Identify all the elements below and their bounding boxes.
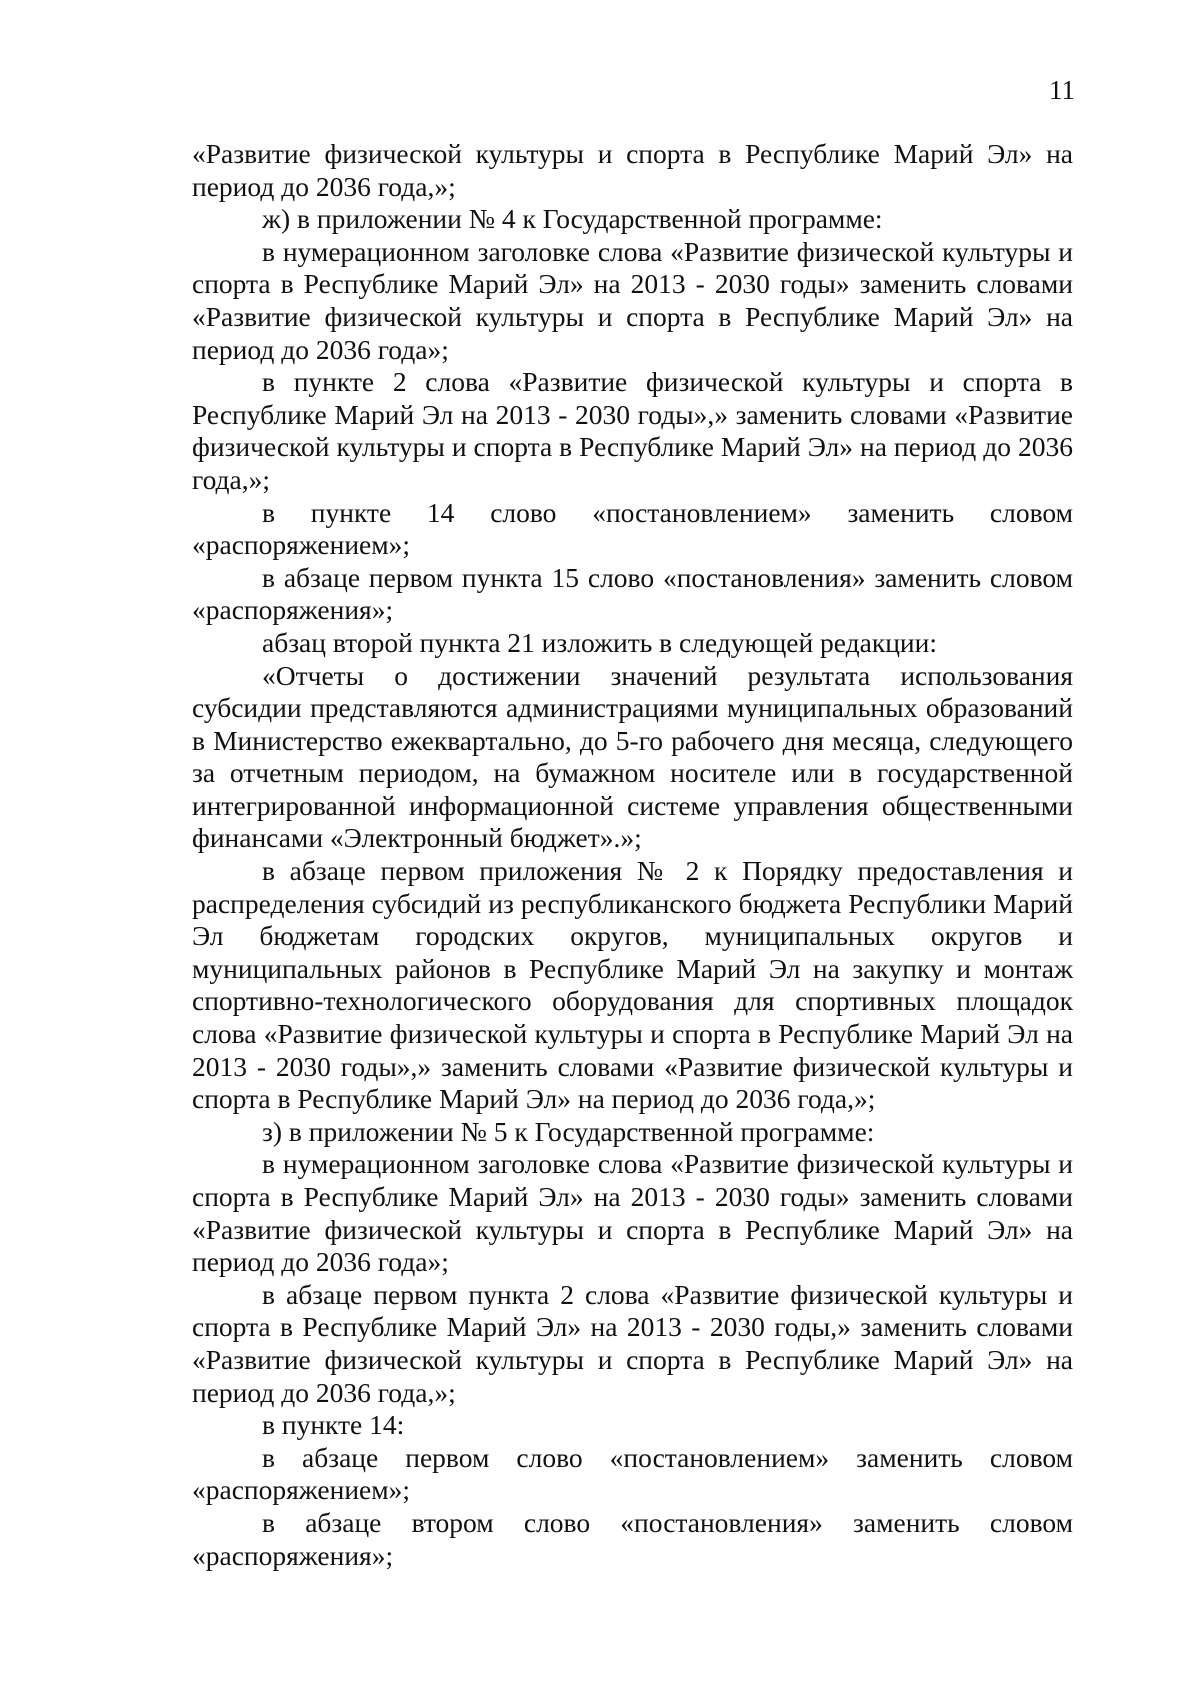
- paragraph: в пункте 14 слово «постановлением» заменить словом «распоряжением»;: [192, 496, 1073, 561]
- paragraph-item-zh: ж) в приложении № 4 к Государственной программе:: [262, 203, 883, 235]
- page-number: 11: [1049, 75, 1075, 105]
- paragraph: в пункте 2 слова «Развитие физической культуры и спорта в Республике Марий Эл на 2013 - 2030 годы»,» заменить словами «Развитие физической культуры и спорта в Республике Марий Эл» на период до 2036 года,»;: [192, 366, 1073, 495]
- paragraph: в нумерационном заголовке слова «Развитие физической культуры и спорта в Республике Марий Эл» на 2013 - 2030 годы» заменить словами «Развитие физической культуры и спорта в Республике Марий Эл» на период до 2036 года»;: [192, 1148, 1073, 1278]
- paragraph-item-z: з) в приложении № 5 к Государственной программе:: [262, 1115, 875, 1147]
- paragraph: в абзаце первом пункта 2 слова «Развитие физической культуры и спорта в Республике Марий Эл» на 2013 - 2030 годы,» заменить словами «Развитие физической культуры и спорта в Республике Марий Эл» на период до 2036 года,»;: [192, 1278, 1073, 1408]
- paragraph-continuation: «Развитие физической культуры и спорта в Республике Марий Эл» на период до 2036 года,»;: [192, 138, 1073, 202]
- paragraph: в абзаце втором слово «постановления» заменить словом «распоряжения»;: [192, 1506, 1073, 1571]
- paragraph: в абзаце первом слово «постановлением» заменить словом «распоряжением»;: [192, 1441, 1073, 1506]
- paragraph-quote: «Отчеты о достижении значений результата использования субсидии представляются администрациями муниципальных образований в Министерство ежеквартально, до 5-го рабочего дня месяца, следующего за отчетным периодом, на бумажном носителе или в государственной интегрированной информационной системе управления общественными финансами «Электронный бюджет».»;: [192, 659, 1073, 854]
- paragraph: абзац второй пункта 21 изложить в следующей редакции:: [262, 626, 937, 658]
- paragraph: в абзаце первом приложения № 2 к Порядку предоставления и распределения субсидий из республиканского бюджета Республики Марий Эл бюджетам городских округов, муниципальных округов и муниципальных районов в Республике Марий Эл на закупку и монтаж спортивно-технологического оборудования для спортивных площадок слова «Развитие физической культуры и спорта в Республике Марий Эл на 2013 - 2030 годы»,» заменить словами «Развитие физической культуры и спорта в Республике Марий Эл» на период до 2036 года,»;: [192, 855, 1073, 1115]
- paragraph: в абзаце первом пункта 15 слово «постановления» заменить словом «распоряжения»;: [192, 561, 1073, 626]
- paragraph: в нумерационном заголовке слова «Развитие физической культуры и спорта в Республике Марий Эл» на 2013 - 2030 годы» заменить словами «Развитие физической культуры и спорта в Республике Марий Эл» на период до 2036 года»;: [192, 235, 1073, 365]
- paragraph: в пункте 14:: [262, 1409, 405, 1441]
- document-body: [192, 138, 1073, 1572]
